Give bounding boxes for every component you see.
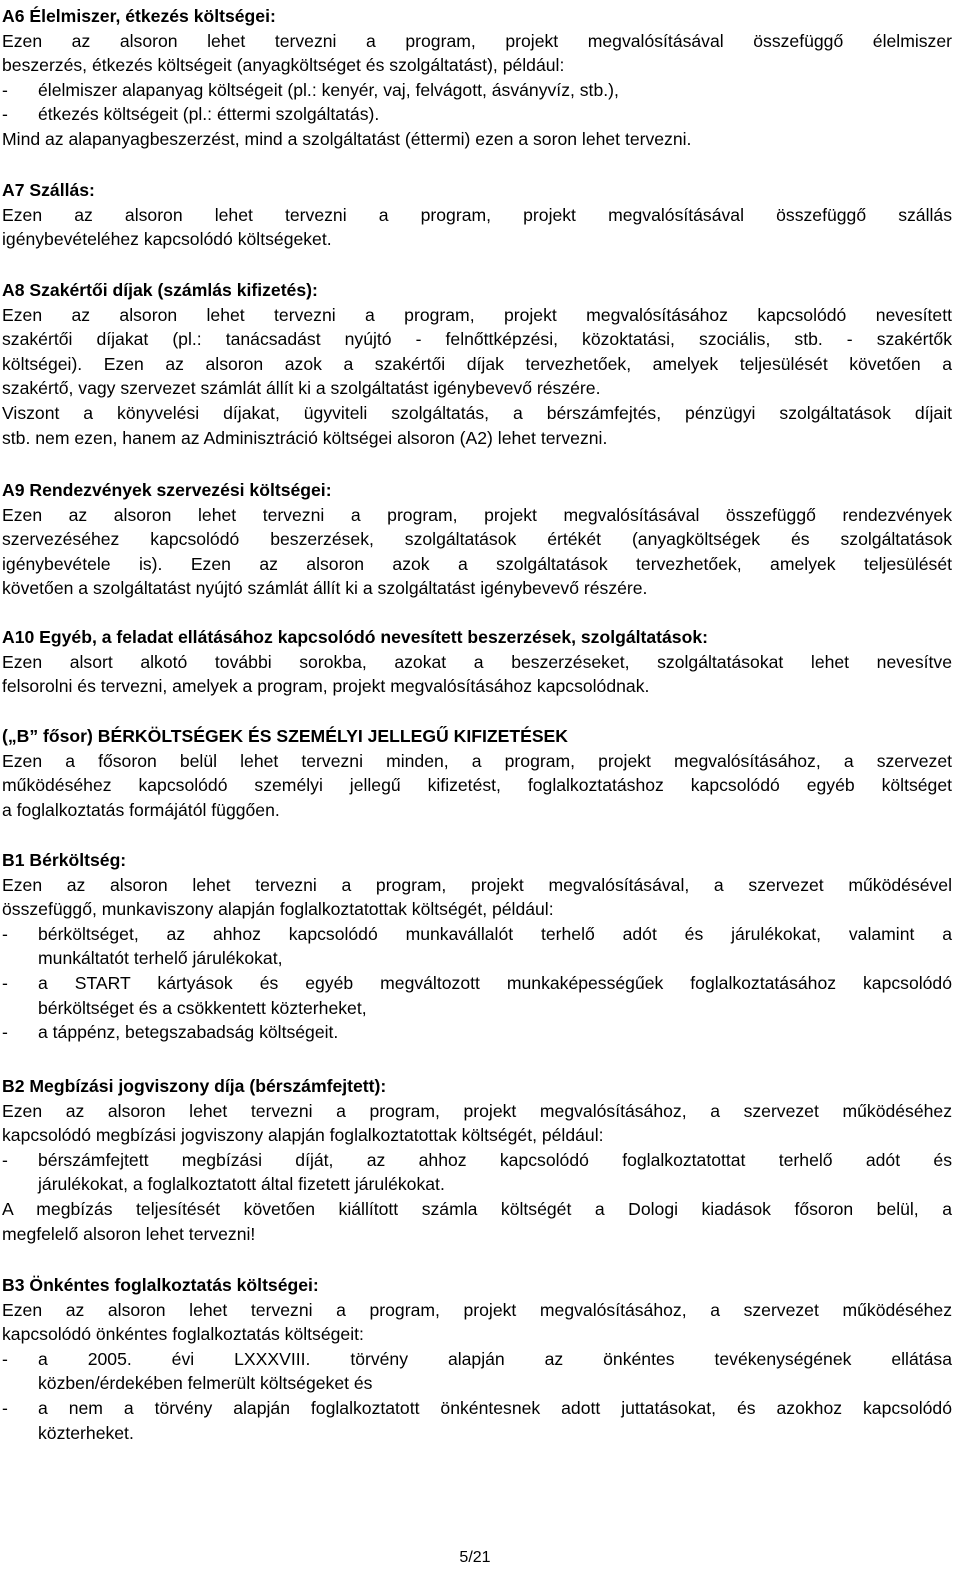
paragraph-line: szakértői díjakat (pl.: tanácsadást nyújtó - felnőttképzési, közoktatási, szociális, stb. - szakértők xyxy=(2,329,952,350)
bullet-dash: - xyxy=(2,1348,8,1369)
bullet-dash: - xyxy=(2,104,8,125)
section-heading: A6 Élelmiszer, étkezés költségei: xyxy=(2,6,276,26)
list-item-continuation: közterheket. xyxy=(38,1422,134,1443)
list-item-text: étkezés költségeit (pl.: éttermi szolgáltatás). xyxy=(38,104,380,125)
list-item-text: a táppénz, betegszabadság költségeit. xyxy=(38,1022,339,1043)
section-heading: A9 Rendezvények szervezési költségei: xyxy=(2,480,332,500)
section-heading: A10 Egyéb, a feladat ellátásához kapcsolódó nevesített beszerzések, szolgáltatások: xyxy=(2,627,708,647)
section-heading: A7 Szállás: xyxy=(2,180,95,200)
paragraph-line: beszerzés, étkezés költségeit (anyagköltséget és szolgáltatást), például: xyxy=(2,55,565,76)
list-item xyxy=(2,971,952,996)
list-item xyxy=(2,78,952,103)
paragraph-line: Viszont a könyvelési díjakat, ügyviteli szolgáltatás, a bérszámfejtés, pénzügyi szolgáltatások díjait xyxy=(2,402,952,423)
paragraph-line: igénybevételéhez kapcsolódó költségeket. xyxy=(2,229,332,250)
paragraph-line: Ezen az alsoron lehet tervezni a program, projekt megvalósításával összefüggő szállás xyxy=(2,204,952,225)
list-item-text: bérszámfejtett megbízási díját, az ahhoz kapcsolódó foglalkoztatottat terhelő adót és xyxy=(38,1149,952,1170)
section-heading: B2 Megbízási jogviszony díja (bérszámfejtett): xyxy=(2,1076,387,1096)
paragraph-line: Ezen az alsoron lehet tervezni a program, projekt megvalósításával összefüggő rendezvények xyxy=(2,504,952,525)
section-heading: B1 Bérköltség: xyxy=(2,850,127,870)
paragraph-line: Ezen a fősoron belül lehet tervezni minden, a program, projekt megvalósításához, a szervezet xyxy=(2,750,952,771)
paragraph-line: felsorolni és tervezni, amelyek a program, projekt megvalósításához kapcsolódnak. xyxy=(2,676,650,697)
section-a8 xyxy=(2,278,952,450)
list-item-text: a START kártyások és egyéb megváltozott munkaképességűek foglalkoztatásához kapcsolódó xyxy=(38,972,952,993)
section-heading: („B” fősor) BÉRKÖLTSÉGEK ÉS SZEMÉLYI JELLEGŰ KIFIZETÉSEK xyxy=(2,726,568,746)
paragraph-line: igénybevétele is). Ezen az alsoron azok a szolgáltatások tervezhetőek, amelyek teljesülését xyxy=(2,553,952,574)
section-a9 xyxy=(2,478,952,601)
paragraph-line: költségei). Ezen az alsoron azok a szakértői díjak tervezhetőek, amelyek teljesülését követően a xyxy=(2,353,952,374)
section-b1 xyxy=(2,848,952,1045)
bullet-dash: - xyxy=(2,79,8,100)
paragraph-line: megfelelő alsoron lehet tervezni! xyxy=(2,1223,256,1244)
bullet-dash: - xyxy=(2,1397,8,1418)
section-a6 xyxy=(2,4,952,152)
bullet-dash: - xyxy=(2,1149,8,1170)
section-heading: B3 Önkéntes foglalkoztatás költségei: xyxy=(2,1275,319,1295)
paragraph-line: működéséhez kapcsolódó személyi jellegű kifizetést, foglalkoztatáshoz kapcsolódó egyéb költséget xyxy=(2,775,952,796)
paragraph-line: Ezen alsort alkotó további sorokba, azokat a beszerzéseket, szolgáltatásokat lehet nevesítve xyxy=(2,651,952,672)
bullet-dash: - xyxy=(2,972,8,993)
section-heading: A8 Szakértői díjak (számlás kifizetés): xyxy=(2,280,318,300)
list-item-text: élelmiszer alapanyag költségeit (pl.: kenyér, vaj, felvágott, ásványvíz, stb.), xyxy=(38,79,619,100)
list-item-text: a 2005. évi LXXXVIII. törvény alapján az önkéntes tevékenységének ellátása xyxy=(38,1348,952,1369)
paragraph-line: szervezéséhez kapcsolódó beszerzések, szolgáltatások értékét (anyagköltségek és szolgáltatások xyxy=(2,529,952,550)
list-item-text: bérköltséget, az ahhoz kapcsolódó munkavállalót terhelő adót és járulékokat, valamint a xyxy=(38,923,952,944)
paragraph-line: a foglalkoztatás formájától függően. xyxy=(2,799,280,820)
paragraph-line: követően a szolgáltatást nyújtó számlát állít ki a szolgáltatást igénybevevő részére. xyxy=(2,578,648,599)
page-footer xyxy=(0,1548,960,1568)
paragraph-line: Ezen az alsoron lehet tervezni a program, projekt megvalósításához, a szervezet működéséhez xyxy=(2,1100,952,1121)
paragraph-line: A megbízás teljesítését követően kiállított számla költségét a Dologi kiadások fősoron belül, a xyxy=(2,1198,952,1219)
list-item xyxy=(2,1396,952,1421)
paragraph-line: Ezen az alsoron lehet tervezni a program, projekt megvalósításához kapcsolódó nevesített xyxy=(2,304,952,325)
paragraph-line: kapcsolódó önkéntes foglalkoztatás költségeit: xyxy=(2,1324,364,1345)
paragraph-line: Ezen az alsoron lehet tervezni a program, projekt megvalósításával, a szervezet működésével xyxy=(2,874,952,895)
paragraph-line: kapcsolódó megbízási jogviszony alapján foglalkoztatottak költségét, például: xyxy=(2,1125,604,1146)
section-b2 xyxy=(2,1074,952,1246)
paragraph-line: Mind az alapanyagbeszerzést, mind a szolgáltatást (éttermi) ezen a soron lehet tervezni. xyxy=(2,128,692,149)
list-item xyxy=(2,1148,952,1173)
list-item xyxy=(2,1020,952,1045)
bullet-dash: - xyxy=(2,1022,8,1043)
list-item-continuation: munkáltatót terhelő járulékokat, xyxy=(38,948,283,969)
list-item xyxy=(2,1347,952,1372)
section-b3 xyxy=(2,1273,952,1445)
page-number: 5/21 xyxy=(459,1549,491,1566)
list-item-continuation: járulékokat, a foglalkoztatott által fizetett járulékokat. xyxy=(38,1174,445,1195)
paragraph-line: stb. nem ezen, hanem az Adminisztráció költségei alsoron (A2) lehet tervezni. xyxy=(2,427,608,448)
list-item xyxy=(2,922,952,947)
paragraph-line: Ezen az alsoron lehet tervezni a program, projekt megvalósításához, a szervezet működéséhez xyxy=(2,1299,952,1320)
paragraph-line: összefüggő, munkaviszony alapján foglalkoztatottak költségét, például: xyxy=(2,899,554,920)
list-item-text: a nem a törvény alapján foglalkoztatott önkéntesnek adott juttatásokat, és azokhoz kapcsolódó xyxy=(38,1397,952,1418)
bullet-dash: - xyxy=(2,923,8,944)
section-a10 xyxy=(2,625,952,699)
list-item-continuation: bérköltséget és a csökkentett közterheket, xyxy=(38,997,367,1018)
list-item xyxy=(2,102,952,127)
paragraph-line: szakértő, vagy szervezet számlát állít ki a szolgáltatást igénybevevő részére. xyxy=(2,378,601,399)
section-a7 xyxy=(2,178,952,252)
list-item-continuation: közben/érdekében felmerült költségeket és xyxy=(38,1373,373,1394)
paragraph-line: Ezen az alsoron lehet tervezni a program, projekt megvalósításával összefüggő élelmiszer xyxy=(2,30,952,51)
section-b-main xyxy=(2,724,952,822)
